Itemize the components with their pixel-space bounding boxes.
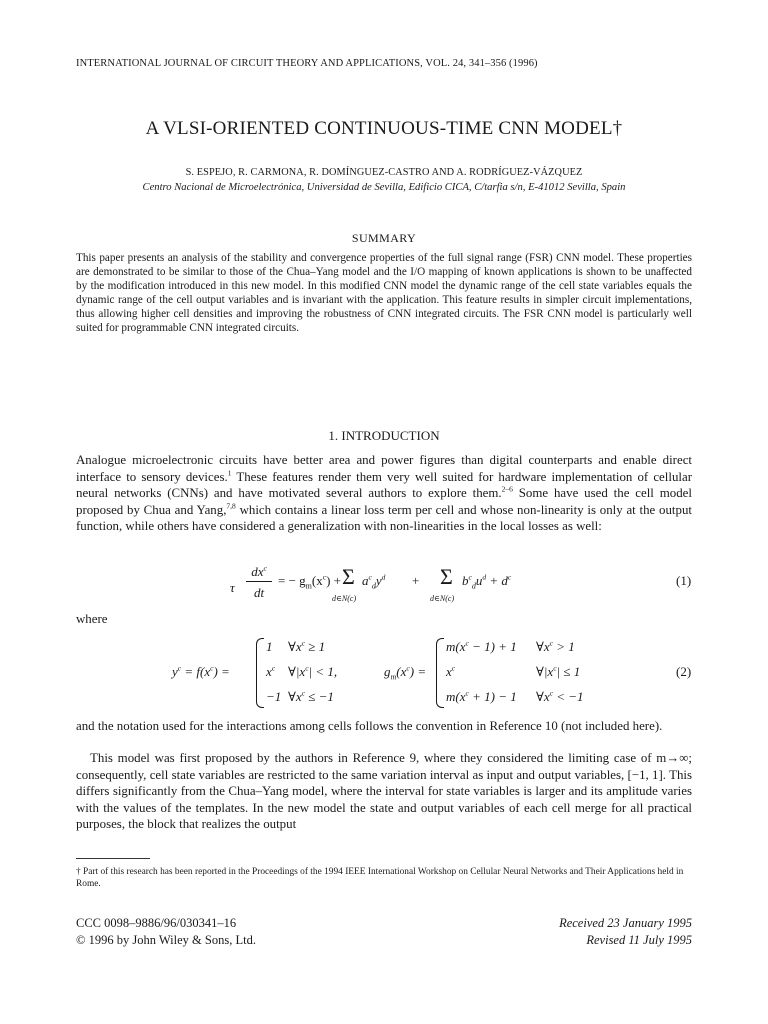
eq1-denominator: dt (253, 585, 265, 600)
eq2-y-brace (256, 638, 264, 708)
eq1-plus: + (412, 573, 420, 588)
footer-left (76, 915, 256, 948)
eq2-y-definition: $y^c = f(x^c)$ = (172, 663, 230, 679)
eq2-g-case-2: $x^c$ $\forall|x^c| \le 1$ (446, 663, 581, 679)
intro-text-d: which contains a linear loss term per cell and whose non-linearity is only at the output function, while others have considered a generalization with non-linearities in the local losses as well: (76, 502, 692, 534)
eq2-y-case-1: 1 $\forall x^c \ge 1$ (266, 638, 326, 654)
equation-number-2: (2) (676, 664, 692, 679)
equation-number-1: (1) (676, 573, 692, 588)
copyright: © 1996 by John Wiley & Sons, Ltd. (76, 932, 256, 947)
intro-text-c: Some have used the cell model proposed by Chua and Yang, (76, 486, 692, 517)
equation-2 (0, 636, 768, 712)
eq1-sum-1: Σ (342, 564, 355, 589)
eq2-g-case-3: $m(x^c + 1) - 1$ $\forall x^c < -1$ (446, 688, 584, 704)
eq2-g-case-1: $m(x^c - 1) + 1$ $\forall x^c > 1$ (446, 638, 575, 654)
footnote-divider (76, 858, 150, 859)
eq1-numerator: $dx^c$ (251, 563, 267, 579)
eq2-g-definition: $g_m(x^c)$ = (384, 663, 427, 682)
summary-text: This paper presents an analysis of the stability and convergence properties of the full signal range (FSR) CNN model. These properties are demonstrated to be similar to those of the Chua–Yang model and the I/O mapping of known applications is shown to be unaffected by the modification introduced in this new model. In this modified CNN model the dynamic range of the cell state variables equals the dynamic range of the cell output variables and is invariant with the application. This feature results in simpler circuit implementations, thus allowing higher cell densities and improving the robustness of CNN integrated circuits. The FSR CNN model is particularly well suited for programmable CNN integrated circuits. (76, 252, 692, 334)
received-date: Received 23 January 1995 (559, 916, 692, 930)
author-list: S. ESPEJO, R. CARMONA, R. DOMÍNGUEZ-CASTRO AND A. RODRÍGUEZ-VÁZQUEZ (185, 167, 583, 178)
eq1-sum-2: Σ (440, 564, 453, 589)
citation: 2–6 (501, 484, 513, 494)
paper-title: A VLSI-ORIENTED CONTINUOUS-TIME CNN MODEL† (145, 118, 623, 139)
eq1-tau: τ (230, 580, 235, 595)
eq1-sum-2-index: d∈N(c) (430, 594, 455, 603)
intro-text-a: Analogue microelectronic circuits have better area and power figures than digital counterparts and enable direct interface to sensory devices. (76, 453, 692, 484)
section-heading-introduction: 1. INTRODUCTION (328, 428, 440, 443)
equation-1 (0, 560, 768, 610)
affiliation: Centro Nacional de Microelectrónica, Universidad de Sevilla, Edificio CICA, C/tarfia s/n, E-41012 Sevilla, Spain (142, 182, 626, 193)
eq1-sum-1-index: d∈N(c) (332, 594, 357, 603)
revised-date: Revised 11 July 1995 (586, 932, 692, 947)
footnote: † Part of this research has been reported in the Proceedings of the 1994 IEEE International Workshop on Cellular Neural Networks and Their Applications held in Rome. (76, 867, 684, 890)
citation: 1 (227, 468, 232, 478)
intro-text-b: These features render them very well suited for hardware implementation of cellular neural networks (CNNs) and have motivated several authors to explore them. (76, 469, 692, 501)
eq1-term-a: $a^c_dy^d$ (362, 572, 386, 591)
footer-right (559, 915, 692, 948)
intro-paragraph-3: This model was first proposed by the authors in Reference 9, where they considered the limiting case of m→∞; consequently, cell state variables are restricted to the same variation interval as input and output variables, [−1, 1]. This differs significantly from the Chua–Yang model, where the interval for state variables is larger and its amplitude varies with the values of the templates. In the new model the state and output variables of each cell merge for all practical purposes, the block that realizes the output (76, 751, 692, 832)
where-text: where (76, 612, 108, 626)
eq2-g-brace (436, 638, 444, 708)
ccc-code: CCC 0098–9886/96/030341–16 (76, 916, 237, 930)
eq2-y-case-2: $x^c$ $\forall|x^c| < 1$, (266, 663, 338, 679)
eq1-term-b: $b^c_du^d + d^c$ (462, 572, 512, 591)
intro-paragraph-2: and the notation used for the interactions among cells follows the convention in Reference 10 (not included here). (76, 719, 663, 733)
intro-paragraph-1 (76, 452, 692, 535)
eq1-rhs-loss: = − $g_m(x^c)$ + (278, 572, 342, 591)
eq1-fraction-bar (246, 581, 272, 582)
journal-header: INTERNATIONAL JOURNAL OF CIRCUIT THEORY AND APPLICATIONS, VOL. 24, 341–356 (1996) (76, 58, 538, 69)
eq2-y-case-3: −1 $\forall x^c \le -1$ (266, 688, 334, 704)
citation: 7,8 (226, 501, 236, 511)
summary-heading: SUMMARY (351, 231, 417, 245)
